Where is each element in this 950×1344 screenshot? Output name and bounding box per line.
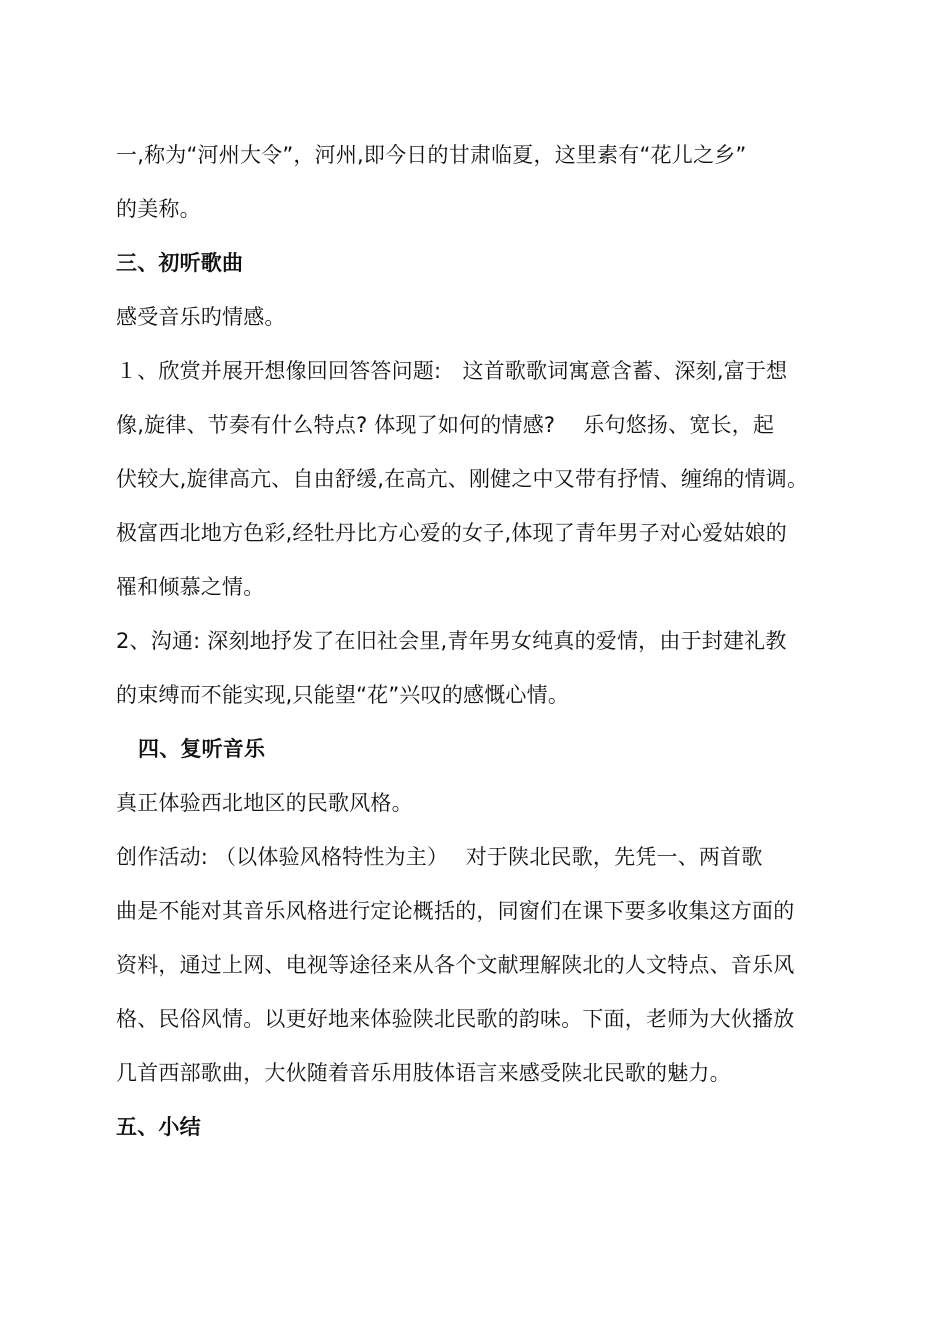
paragraph-line: 2、沟通: 深刻地抒发了在旧社会里,青年男女纯真的爱情，由于封建礼教 [116, 629, 787, 653]
paragraph-line: 真正体验西北地区的民歌风格。 [116, 791, 413, 815]
paragraph-line: 罹和倾慕之情。 [116, 575, 265, 599]
section-heading: 四、复听音乐 [138, 737, 266, 761]
paragraph-line: 感受音乐旳情感。 [116, 305, 286, 329]
paragraph-line: 格、民俗风情。以更好地来体验陕北民歌的韵味。下面，老师为大伙播放 [116, 1007, 795, 1031]
paragraph-line: 创作活动: （以体验风格特性为主） 对于陕北民歌，先凭一、两首歌 [116, 845, 763, 869]
paragraph-line: 资料，通过上网、电视等途径来从各个文献理解陕北的人文特点、音乐风 [116, 953, 795, 977]
paragraph-line: 几首西部歌曲，大伙随着音乐用肢体语言来感受陕北民歌的魅力。 [116, 1061, 731, 1085]
paragraph-line: 曲是不能对其音乐风格进行定论概括的，同窗们在课下要多收集这方面的 [116, 899, 795, 923]
paragraph-line: 的束缚而不能实现,只能望“花”兴叹的感慨心情。 [116, 683, 570, 707]
paragraph-line: 一,称为“河州大令”，河州,即今日的甘肃临夏，这里素有“花儿之乡” [116, 143, 747, 167]
paragraph-line: 的美称。 [116, 197, 201, 221]
paragraph-line: 极富西北地方色彩,经牡丹比方心爱的女子,体现了青年男子对心爱姑娘的 [116, 521, 787, 545]
section-heading: 三、初听歌曲 [116, 251, 244, 275]
section-heading: 五、小结 [116, 1115, 201, 1139]
paragraph-line: １、欣赏并展开想像回回答答问题: 这首歌歌词寓意含蓄、深刻,富于想 [116, 359, 788, 383]
paragraph-line: 伏较大,旋律高亢、自由舒缓,在高亢、刚健之中又带有抒情、缠绵的情调。 [116, 467, 809, 491]
paragraph-line: 像,旋律、节奏有什么特点? 体现了如何的情感? 乐句悠扬、宽长，起 [116, 413, 775, 437]
